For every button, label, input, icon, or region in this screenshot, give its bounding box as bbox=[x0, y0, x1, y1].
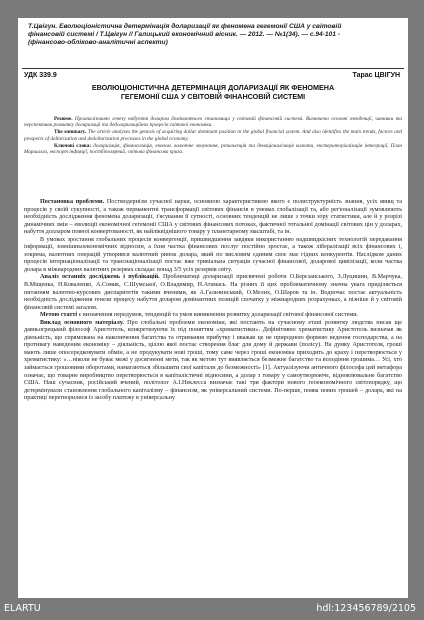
literature-text: Проблематиці доларизації присвячені роботи О.Берєзанського, З.Луцишин, В.Марчука, В.Міщенка, Н.Коваленко, А.Сомик, С.Шумської, О.Владимир, Н.Атамась. На різних її цих проблематичному значна увага приділяється питанням валютно-курсових диспаритетів такими вченими, як А.Гальчинський, О.Мелих, О.Шаров та ін. Водночас постає актуальність необхідність дослідження генези процесу набуття доларом домінантних позицій спочатку у міжнародних розрахунках, а пізніше й у світовій фінансовій системі загалом. bbox=[24, 274, 402, 311]
literature-label: Аналіз останніх досліджень і публікацій. bbox=[40, 274, 160, 281]
resume-text: Проаналізовано генезу набуття доларом домінантного становища у світовій фінансовій системі. Визначено основні тенденції, чинники та перспективи розвитку доларизації та дедоларизаційних процесів світової економіки. bbox=[24, 116, 402, 129]
author-name: Тарас ЦВІГУН bbox=[352, 72, 400, 79]
paragraph-literature bbox=[24, 274, 402, 312]
goal-label: Метою статті bbox=[40, 312, 78, 319]
problem-label: Постановка проблеми. bbox=[40, 199, 105, 205]
citation-line-2: фінансовій системі / Т.Цвігун // Галицький економічний вісник. — 2012. — №1(34). — с.94-101 - bbox=[28, 31, 340, 39]
footer-repository-label: ELARTU bbox=[4, 603, 41, 614]
citation-line-1: Т.Цвігун. Еволюціоністична детермінація доларизації як феномена гегемонії США у світовій bbox=[28, 23, 342, 30]
article-title bbox=[28, 83, 398, 101]
citation-line-3: (фінансово-обліково-аналітичні аспекти) bbox=[28, 39, 168, 47]
keywords-text: доларизація, фінансизація, економ. валютне зонування, резильєнція та денаціоналізація валюти, екстериторіалізація інтеграції, План Маршалла, експорт інфляції, постбіполярний, світова фінансова криза. bbox=[24, 142, 402, 156]
article-body bbox=[24, 199, 402, 403]
summary-label: The summary. bbox=[54, 129, 87, 136]
problem-text: Постмодернізм сучасної науки, основною характеристикою якого є полиструктурність знання, усіх явищ та процесів у своїй сукупності, а також перманентні трансформації світових фінансів в умовах глобалізації та, або регіоналізації зумовлюють необхідність дослідження феномена доларизації, з'ясування її сутності, основних тенденцій не лише з точки зору статистики, але й у розрізі динамічних змін – еволюції економічної гегемонії США у світових фінансових потоках, фактичної тотальної домінації світових цін у доларах, набуття долларом повної конвертованості, як найліквіднішого товару у планетарному масштабі, та ін. bbox=[24, 199, 402, 236]
document-page bbox=[18, 18, 408, 598]
resume-label: Резюме. bbox=[54, 116, 73, 122]
citation-header bbox=[28, 23, 398, 48]
keywords-paragraph bbox=[24, 143, 402, 155]
paragraph-problem bbox=[24, 199, 402, 237]
main-text: Про глобальні проблеми економіки, які постають на сучасному етапі розвитку людства писав ще давньогрецький філософ Аристотель, конкретизуючи їх під поняттям «хрематистики». Дефінітивно хрематистику Аристотель визначав як діяльність, що спрямована на накопичення багатства та отримання прибутку і вважав це не природною формою ведення господарства, а на противагу наведеним економіку – діяльність, ціллю якої постає створення благ для дому й держави (полісу). На думку Аристотеля, гроші мають лише опосередковувати обмін, а не продукувати нові гроші, тому саме через гроші економіка приходить до краху і перетворюється у хрематистику: «…ніколи не буває межі у досягненні мети, так як метою тут виявляється безмежне багатство та володіння грошима… Усі, хто займається грошовими оборотами, намагаються збільшити свої капітали до безмежності» [1]. Актуалізуючи античного філософа цей метафора означає, що товарне виробництво перетворюється в капіталістичні відносини, а долар з товару у самоутворюючє, відновлювальне багатство США. Наш сучасник, російський вчений, політолог А.І.Неклесса визначає такі три фактори нового геоекономічного світопорядку, що детермінували становлення глобального капіталізму – фінансизм, як універсальний системи. По-перше, поява нових грошей – долара, які на практиці перетворилися із засобу платежу в універсальну bbox=[24, 319, 402, 402]
keywords-label: Ключові слова: bbox=[54, 142, 92, 149]
resume-paragraph bbox=[24, 116, 402, 128]
footer-handle-link[interactable]: hdl:123456789/2105 bbox=[316, 603, 416, 614]
paragraph-goal bbox=[24, 312, 402, 320]
udk-code: УДК 339.9 bbox=[24, 72, 57, 79]
paragraph-main bbox=[24, 320, 402, 403]
abstract-block bbox=[24, 116, 402, 156]
main-label: Виклад основного матеріалу. bbox=[40, 319, 124, 326]
title-line-2: ГЕГЕМОНІЇ США У СВІТОВІЙ ФІНАНСОВІЙ СИСТЕМІ bbox=[120, 92, 306, 101]
header-rule bbox=[22, 68, 404, 69]
title-line-1: ЕВОЛЮЦІОНІСТИЧНА ДЕТЕРМІНАЦІЯ ДОЛАРИЗАЦІЇ ЯК ФЕНОМЕНА bbox=[91, 83, 335, 92]
goal-text: є визначення передумов, тенденцій та умов виникнення розвитку доларизації світової фінансової системи. bbox=[78, 312, 359, 319]
summary-text: The article analyzes the genesis of acquiring dollar dominant position in the global financial system. And also identifies the main trends, factors and prospects of dollarization and dedollarization processes in the global economy. bbox=[24, 129, 403, 142]
summary-paragraph bbox=[24, 129, 402, 141]
paragraph-globalization: В умовах зростання глобальних процесів конвергенції, пришвидшення завдяки використанню надшвидкісних технологій передавання інформації, зовнішньоекономічних відносин, а їхня частка фінансових послуг постійно зростає, а також лібералізації всіх фінансових і, зокрема, валютних операцій утворився валютний ринок долара, який по висловим єдиним своє має гідних конкурентів. Наслідком даних процесів інтернаціоналізації та транснаціоналізації постає вже тривіальна ситуація сучасної фінансової, доларової цивілізації, коли частка долара в міжнародних валютних резервах складає понад 3/5 усіх резервів світу. bbox=[24, 236, 402, 273]
